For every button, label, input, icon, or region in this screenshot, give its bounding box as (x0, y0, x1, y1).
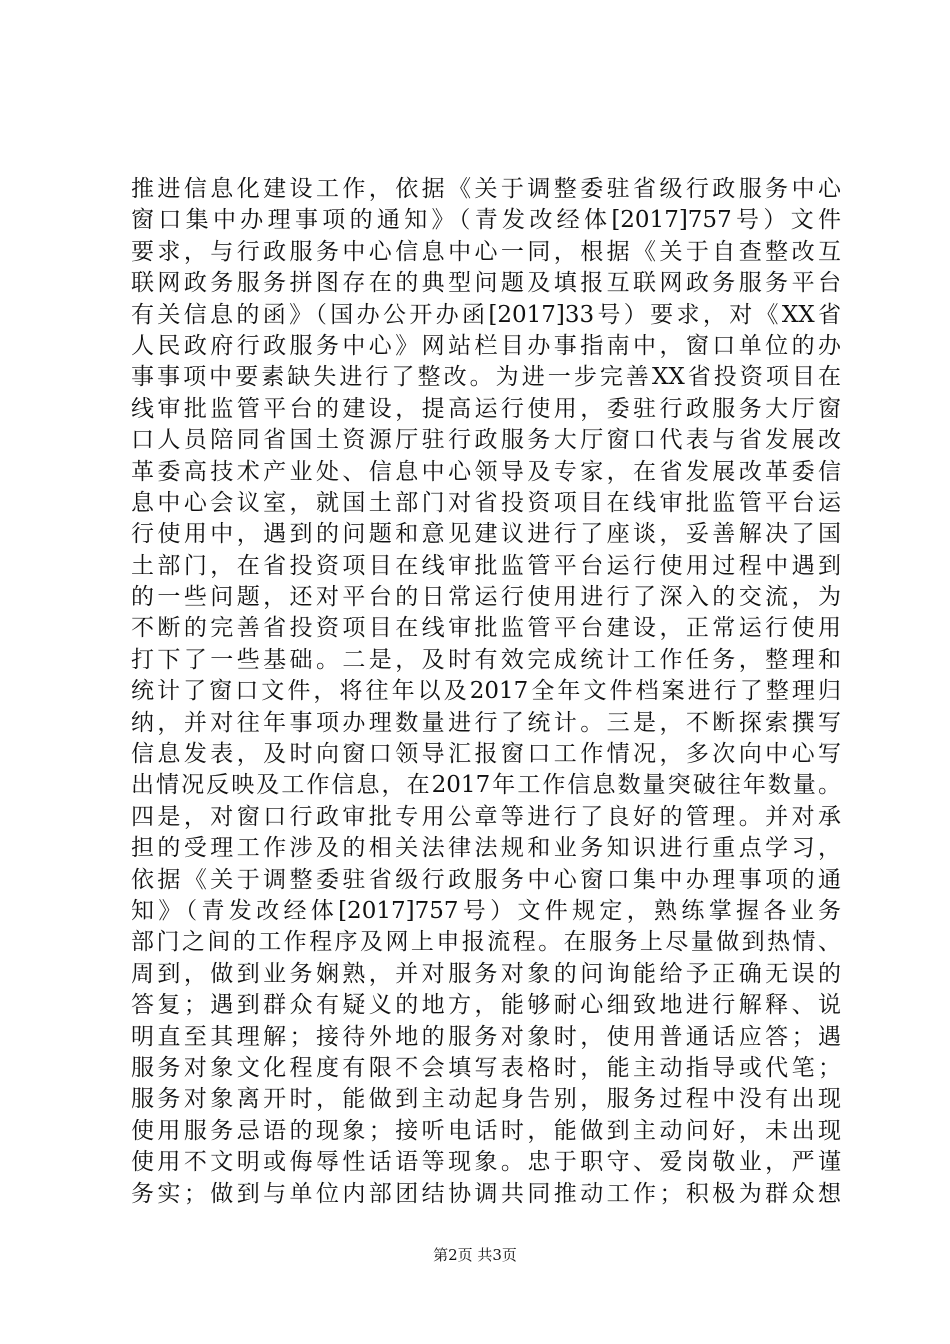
text-line: 线审批监管平台的建设，提高运行使用，委驻行政服务大厅窗 (131, 395, 841, 422)
text-line: 纳，并对往年事项办理数量进行了统计。三是，不断探索撰写 (131, 709, 841, 736)
text-line: 使用服务忌语的现象；接听电话时，能做到主动问好，未出现 (131, 1117, 841, 1144)
text-line: 息中心会议室，就国土部门对省投资项目在线审批监管平台运 (131, 489, 841, 516)
text-line: 统计了窗口文件，将往年以及2017全年文件档案进行了整理归 (131, 678, 841, 705)
text-line: 四是，对窗口行政审批专用公章等进行了良好的管理。并对承 (131, 803, 841, 830)
text-line: 打下了一些基础。二是，及时有效完成统计工作任务，整理和 (131, 646, 841, 673)
text-line: 知》（青发改经体[2017]757号）文件规定，熟练掌握各业务 (131, 897, 841, 924)
text-line: 土部门，在省投资项目在线审批监管平台运行使用过程中遇到 (131, 552, 841, 579)
text-line: 信息发表，及时向窗口领导汇报窗口工作情况，多次向中心写 (131, 741, 841, 768)
text-line: 要求，与行政服务中心信息中心一同，根据《关于自查整改互 (131, 238, 841, 265)
text-line: 推进信息化建设工作，依据《关于调整委驻省级行政服务中心 (131, 176, 841, 202)
text-line: 周到，做到业务娴熟，并对服务对象的问询能给予正确无误的 (131, 960, 841, 987)
text-line: 依据《关于调整委驻省级行政服务中心窗口集中办理事项的通 (131, 866, 841, 893)
page-footer: 第2页 共3页 (433, 1246, 517, 1264)
text-line: 务实；做到与单位内部团结协调共同推动工作；积极为群众想 (131, 1180, 841, 1207)
text-line: 担的受理工作涉及的相关法律法规和业务知识进行重点学习， (131, 835, 841, 862)
text-line: 答复；遇到群众有疑义的地方，能够耐心细致地进行解释、说 (131, 992, 841, 1019)
body-paragraph (131, 174, 841, 1210)
text-line: 使用不文明或侮辱性话语等现象。忠于职守、爱岗敬业，严谨 (131, 1149, 841, 1176)
text-line: 联网政务服务拼图存在的典型问题及填报互联网政务服务平台 (131, 270, 841, 297)
text-line: 的一些问题，还对平台的日常运行使用进行了深入的交流，为 (131, 584, 841, 611)
text-line: 行使用中，遇到的问题和意见建议进行了座谈，妥善解决了国 (131, 521, 841, 548)
text-line: 革委高技术产业处、信息中心领导及专家，在省发展改革委信 (131, 458, 841, 485)
text-line: 明直至其理解；接待外地的服务对象时，使用普通话应答；遇 (131, 1023, 841, 1050)
text-line: 窗口集中办理事项的通知》（青发改经体[2017]757号）文件 (131, 207, 841, 234)
text-line: 事事项中要素缺失进行了整改。为进一步完善XX省投资项目在 (131, 364, 841, 391)
text-line: 出情况反映及工作信息，在2017年工作信息数量突破往年数量。 (131, 772, 841, 799)
text-line: 人民政府行政服务中心》网站栏目办事指南中，窗口单位的办 (131, 332, 841, 359)
text-line: 口人员陪同省国土资源厅驻行政服务大厅窗口代表与省发展改 (131, 427, 841, 454)
text-line: 有关信息的函》（国办公开办函[2017]33号）要求，对《XX省 (131, 301, 841, 328)
text-line: 服务对象离开时，能做到主动起身告别，服务过程中没有出现 (131, 1086, 841, 1113)
text-line: 服务对象文化程度有限不会填写表格时，能主动指导或代笔； (131, 1054, 841, 1081)
text-line: 部门之间的工作程序及网上申报流程。在服务上尽量做到热情、 (131, 929, 841, 956)
text-line: 不断的完善省投资项目在线审批监管平台建设，正常运行使用 (131, 615, 841, 642)
